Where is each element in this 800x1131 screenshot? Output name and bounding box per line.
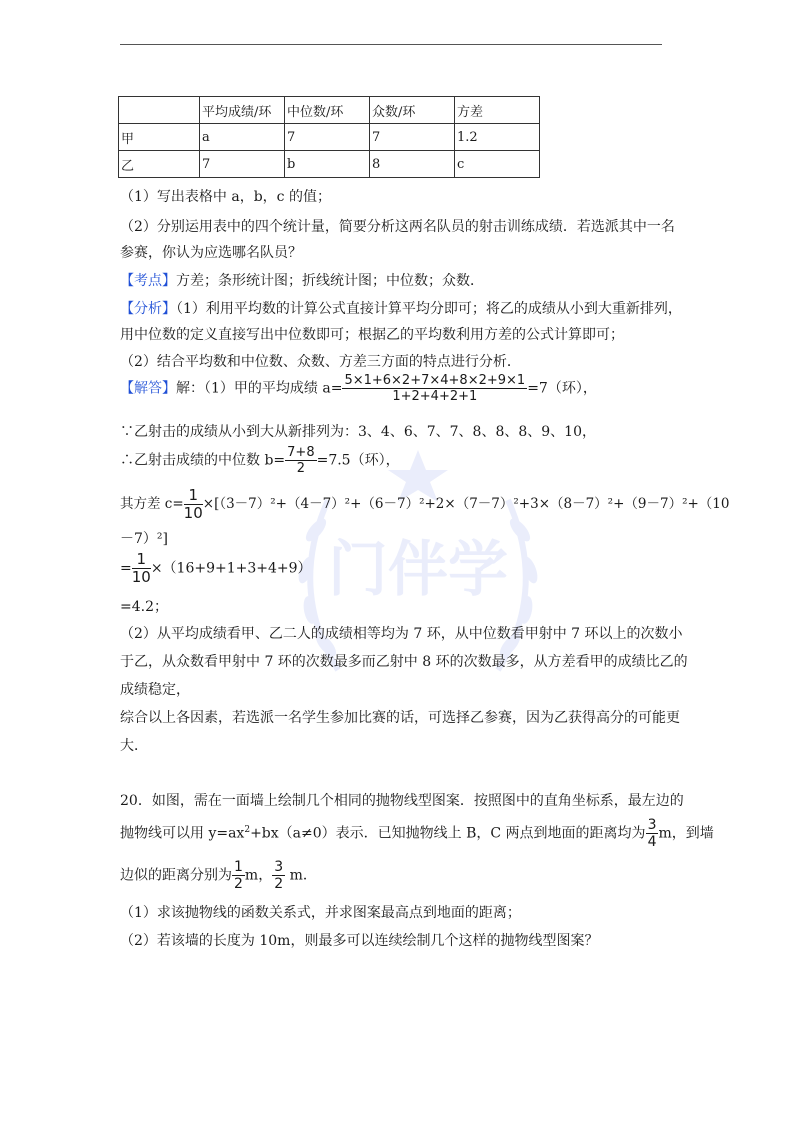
q20-text: m， bbox=[244, 867, 273, 884]
table-cell: 乙 bbox=[119, 151, 200, 178]
variance-numerator: 1 bbox=[184, 488, 203, 505]
median-prefix: ∴乙射击成绩的中位数 b= bbox=[120, 452, 286, 469]
mean-numerator: 5×1+6×2+7×4+8×2+9×1 bbox=[344, 373, 526, 388]
question-2-line: （2）分别运用表中的四个统计量，简要分析这两名队员的射击训练成绩．若选派其中一名 bbox=[120, 219, 675, 235]
q20-sub-question: （2）若该墙的长度为 10m，则最多可以连续绘制几个这样的抛物线型图案？ bbox=[120, 933, 599, 949]
variance2-numerator: 1 bbox=[132, 552, 151, 569]
median-denominator: 2 bbox=[296, 461, 306, 476]
q20-fraction-3-4 bbox=[646, 818, 659, 849]
q20-line bbox=[120, 860, 317, 891]
median-line bbox=[120, 446, 400, 475]
table-cell: 8 bbox=[370, 151, 455, 178]
table-row bbox=[119, 124, 540, 151]
sorted-line: ∵乙射击的成绩从小到大从新排列为：3、4、6、7、7、8、8、8、9、10， bbox=[120, 424, 596, 440]
q20-text: 抛物线可以用 y=ax bbox=[120, 825, 245, 842]
median-suffix: =7.5（环）， bbox=[316, 452, 400, 469]
fenxi-line: 用中位数的定义直接写出中位数即可；根据乙的平均数利用方差的公式计算即可； bbox=[120, 327, 624, 343]
jieda-tag: 【解答】 bbox=[120, 380, 176, 397]
table-cell: 甲 bbox=[119, 124, 200, 151]
variance-line-cont: －7）²] bbox=[120, 531, 168, 547]
q20-line bbox=[120, 818, 714, 849]
table-cell: a bbox=[200, 124, 285, 151]
table-cell: 7 bbox=[200, 151, 285, 178]
variance-fraction bbox=[184, 488, 203, 521]
table-row bbox=[119, 151, 540, 178]
variance-expression: ×[（3－7）²+（4－7）²+（6－7）²+2×（7－7）²+3×（8－7）²+（9－7）²+（10 bbox=[202, 496, 730, 512]
jieda-line bbox=[120, 374, 597, 403]
table-cell: b bbox=[285, 151, 370, 178]
q20-sub-question: （1）求该抛物线的函数关系式，并求图案最高点到地面的距离； bbox=[120, 905, 521, 921]
kaodian-text: 方差；条形统计图；折线统计图；中位数；众数． bbox=[176, 273, 484, 289]
part2-line: 成绩稳定， bbox=[120, 682, 190, 698]
kaodian-line bbox=[120, 270, 484, 290]
header-rule bbox=[120, 44, 662, 45]
table-cell: 平均成绩/环 bbox=[200, 97, 285, 124]
kaodian-tag: 【考点】 bbox=[120, 273, 176, 289]
fraction-denominator: 2 bbox=[274, 876, 284, 892]
variance2-prefix: = bbox=[120, 560, 132, 577]
mean-denominator: 1+2+4+2+1 bbox=[392, 389, 478, 404]
fenxi-line bbox=[120, 298, 682, 318]
part2-line: 于乙，从众数看甲射中 7 环的次数最多而乙射中 8 环的次数最多，从方差看甲的成绩比乙的 bbox=[120, 654, 688, 670]
q20-text: +bx（a≠0）表示．已知抛物线上 B，C 两点到地面的距离均为 bbox=[250, 825, 646, 842]
table-cell: 7 bbox=[285, 124, 370, 151]
q20-fraction-1-2 bbox=[232, 860, 245, 891]
q20-line: 20．如图，需在一面墙上绘制几个相同的抛物线型图案．按照图中的直角坐标系，最左边的 bbox=[120, 793, 684, 809]
svg-text:门伴学: 门伴学 bbox=[328, 535, 508, 605]
q20-text: m，到墙 bbox=[658, 825, 714, 842]
q20-text: m． bbox=[285, 867, 317, 884]
table-cell: 方差 bbox=[455, 97, 540, 124]
fraction-numerator: 3 bbox=[274, 859, 284, 875]
table-cell: 中位数/环 bbox=[285, 97, 370, 124]
table-cell bbox=[119, 97, 200, 124]
table-cell: 7 bbox=[370, 124, 455, 151]
part2-line: 综合以上各因素，若选派一名学生参加比赛的话，可选择乙参赛，因为乙获得高分的可能更 bbox=[120, 710, 680, 726]
mean-fraction bbox=[342, 374, 527, 403]
variance-prefix: 其方差 c= bbox=[120, 496, 184, 512]
q20-fraction-3-2 bbox=[272, 860, 285, 891]
part2-line: （2）从平均成绩看甲、乙二人的成绩相等均为 7 环，从中位数看甲射中 7 环以上的次数小 bbox=[120, 626, 683, 642]
mean-suffix: =7（环）， bbox=[527, 380, 597, 397]
variance-line bbox=[120, 488, 729, 521]
fenxi-text: （1）利用平均数的计算公式直接计算平均分即可；将乙的成绩从小到大重新排列， bbox=[176, 301, 682, 317]
jieda-prefix: 解：（1）甲的平均成绩 a= bbox=[176, 380, 343, 397]
question-2-line: 参赛，你认为应选哪名队员？ bbox=[120, 245, 302, 261]
table-cell: 众数/环 bbox=[370, 97, 455, 124]
question-1: （1）写出表格中 a，b，c 的值； bbox=[120, 189, 331, 205]
variance2-expression: ×（16+9+1+3+4+9） bbox=[150, 560, 312, 577]
fenxi-line: （2）结合平均数和中位数、众数、方差三方面的特点进行分析． bbox=[120, 354, 521, 370]
variance-denominator: 10 bbox=[183, 504, 203, 522]
variance2-denominator: 10 bbox=[131, 568, 151, 586]
table-cell: 1.2 bbox=[455, 124, 540, 151]
variance-line-2 bbox=[120, 552, 312, 585]
fenxi-tag: 【分析】 bbox=[120, 301, 176, 317]
fraction-denominator: 2 bbox=[234, 876, 243, 892]
table-header-row bbox=[119, 97, 540, 124]
part2-line: 大． bbox=[120, 738, 148, 754]
table-cell: c bbox=[455, 151, 540, 178]
q20-superscript: 2 bbox=[244, 824, 251, 835]
variance-result: =4.2； bbox=[120, 599, 168, 615]
variance2-fraction bbox=[132, 552, 151, 585]
median-numerator: 7+8 bbox=[287, 445, 315, 460]
fraction-denominator: 4 bbox=[647, 834, 657, 850]
fraction-numerator: 3 bbox=[647, 817, 657, 833]
q20-text: 边似的距离分别为 bbox=[120, 867, 232, 884]
stats-table bbox=[118, 96, 540, 178]
median-fraction bbox=[285, 446, 316, 475]
fraction-numerator: 1 bbox=[234, 859, 243, 875]
